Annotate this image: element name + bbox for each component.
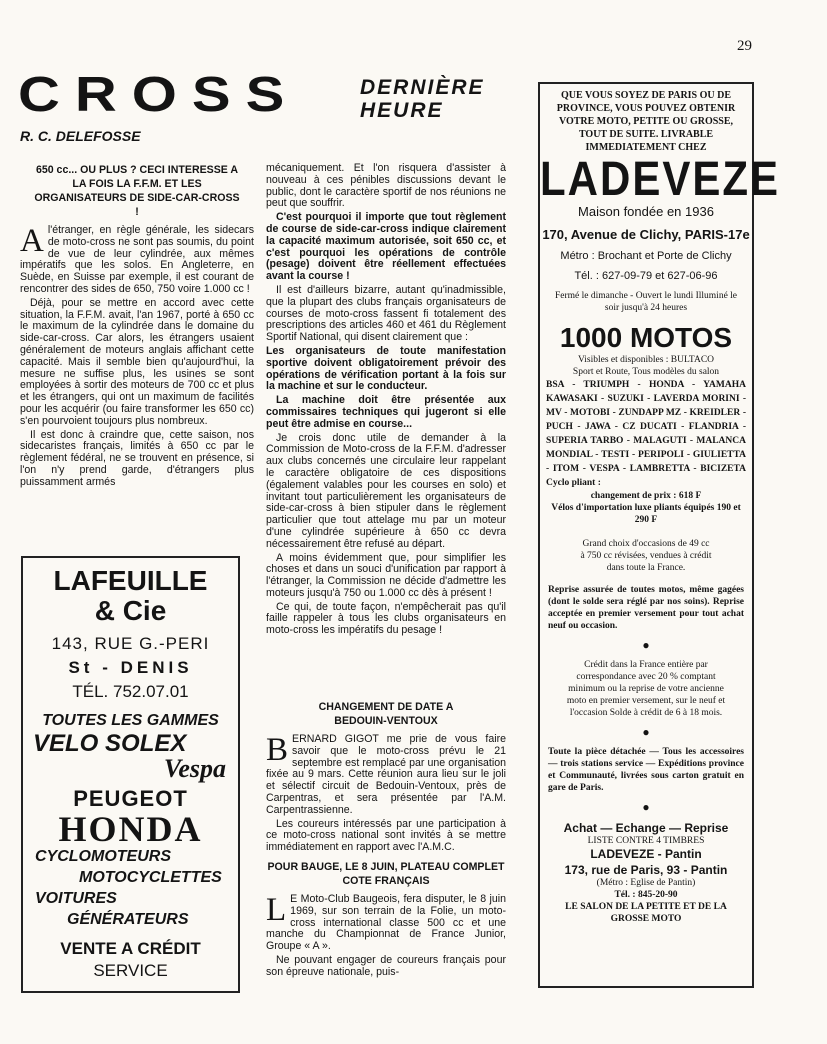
ad-velos: Vélos d'importation luxe pliants équipés 190 et 290 F — [551, 503, 741, 525]
vespa-logo: Vespa — [163, 754, 226, 783]
ad-pantin: LADEVEZE - Pantin — [590, 847, 702, 861]
ad-address: 143, RUE G.-PERI — [51, 634, 210, 653]
ad-occasions: Grand choix d'occasions de 49 cc à 750 cc révisées, vendues à crédit dans toute la France. — [580, 539, 712, 573]
ad-founded: Maison fondée en 1936 — [578, 204, 714, 219]
paragraph: A moins évidemment que, pour simplifier les choses et dans un souci d'unification par rapport à l'étranger, la Commission ne décide d'admettre les moteurs jusqu'à 750 ou 1.000 cc dès à présent ! — [266, 551, 506, 599]
intro-heading: 650 cc... OU PLUS ? CECI INTERESSE A LA FOIS LA F.F.M. ET LES ORGANISATEURS DE SIDE-CAR-CROSS ! — [34, 164, 240, 218]
advertisement-lafeuille — [21, 556, 240, 993]
section-heading: CHANGEMENT DE DATE A BEDOUIN-VENTOUX — [318, 701, 454, 727]
ad-liste: LISTE CONTRE 4 TIMBRES — [587, 836, 705, 846]
article-subtitle — [360, 76, 485, 122]
ad-1000-motos: 1000 MOTOS — [559, 322, 733, 353]
ad-achat: Achat — Echange — Reprise — [563, 821, 729, 835]
subtitle-line-2: HEURE — [360, 99, 444, 122]
article-title: CROSS — [18, 66, 300, 122]
paragraph: La machine doit être présentée aux commissaires techniques qui jugeront si elle peut être admise en course... — [266, 394, 506, 430]
ad-name: LAFEUILLE — [53, 565, 208, 596]
ad-address: 170, Avenue de Clichy, PARIS-17e — [542, 227, 750, 242]
velosolex-logo: VELO SOLEX — [33, 730, 187, 757]
paragraph: Al'étranger, en règle générale, les sidecars de moto-cross ne sont pas soumis, du point de vue de leur cylindrée, aux mêmes impératifs que les solos. En Angleterre, en Suède, en Suisse par exemple, il est courant de rencontrer des sides de 650, 750 voire 1.000 cc ! — [20, 223, 254, 295]
ad-service: SERVICE — [93, 961, 168, 980]
page-number: 29 — [737, 38, 752, 54]
bullet-icon: ● — [642, 638, 650, 652]
bullet-icon: ● — [642, 800, 650, 814]
drop-cap: B — [266, 732, 289, 768]
ad-city: St - DENIS — [68, 658, 193, 677]
ad-line: CYCLOMOTEURS — [35, 848, 171, 865]
ad-rue: 173, rue de Paris, 93 - Pantin — [564, 863, 728, 877]
paragraph: Les organisateurs de toute manifestation sportive doivent obligatoirement prévoir des opérations de vérification portant à la fois sur la machine et sur le conducteur. — [266, 344, 506, 393]
paragraph: Il est donc à craindre que, cette saison, nos sidecaristes français, limités à 650 cc par le règlement fédéral, ne se trouvent en présence, si l'on n'y prend garde, d'étrangers plus puissamment armés — [20, 428, 254, 488]
peugeot-logo: PEUGEOT — [73, 786, 188, 811]
ad-credit: Crédit dans la France entière par correspondance avec 20 % comptant minimum ou la reprise de votre ancienne moto en premier versement, sur le neuf et l'occasion Solde à crédit de 6 à 18 mois. — [566, 660, 726, 718]
ad-metro-2: (Métro : Eglise de Pantin) — [596, 878, 696, 888]
paragraph: Déjà, pour se mettre en accord avec cette situation, la F.F.M. avait, l'an 1967, porté à 650 cc le maximum de la cylindrée dans le domaine du side-car-cross. Car alors, les étrangers usaient généralement de moteurs anglais affichant cette capacité. Mais il semble bien qu'aujourd'hui, la mesure ne suffise plus, les usines se sont employées à sortir des moteurs de 700 cc et plus et les étrangers, qui ont un maximum de facilités pour les acquérir (ou faire transformer les 650 cc) s'en pourvoient toujours plus nombreux. — [20, 296, 254, 427]
ad-gammes: TOUTES LES GAMMES — [42, 712, 219, 729]
ad-change-price: changement de prix : 618 F — [590, 491, 702, 501]
ad-phone: Tél. : 627-09-79 et 627-06-96 — [574, 270, 718, 282]
author-byline: R. C. DELEFOSSE — [20, 128, 141, 144]
ad-line: GÉNÉRATEURS — [67, 911, 189, 928]
bullet-icon: ● — [642, 725, 650, 739]
column-1 — [20, 163, 254, 491]
ad-pieces: Toute la pièce détachée — Tous les accessoires — trois stations service — Expéditions province et Communauté, livrées sous carton gratuit en gare de Paris. — [548, 747, 744, 793]
column-2 — [266, 163, 506, 639]
section-heading: POUR BAUGE, LE 8 JUIN, PLATEAU COMPLET COTE FRANÇAIS — [267, 860, 505, 887]
advertisement-ladeveze — [538, 82, 781, 988]
paragraph: mécaniquement. Et l'on risquera d'assister à nouveau à ces pénibles discussions devant le public, dont le caractère sportif de nos réunions ne peut que souffrir. — [266, 162, 506, 210]
ad-metro: Métro : Brochant et Porte de Clichy — [560, 250, 732, 262]
ladeveze-logo: LADEVEZE — [540, 151, 781, 206]
paragraph: Ce qui, de toute façon, n'empêcherait pas qu'il faille rappeler à tous les clubs organisateurs en moto-cross les impératifs du pesage ! — [266, 600, 506, 637]
paragraph: BERNARD GIGOT me prie de vous faire savoir que le moto-cross prévu le 21 septembre est remplacé par une organisation fixée au 9 mars. Cette réunion aura lieu sur le joli et sélectif circuit de Bedouin-Ventoux, près de Carpentras, et sera présentée par l'A.M. Carpentrassienne. — [266, 732, 506, 816]
paragraph: Je crois donc utile de demander à la Commission de Moto-cross de la F.F.M. d'adresser aux clubs concernés une circulaire leur rappelant le caractère obligatoire de ces dispositions (également valables pour les courses en solo) et invitant tout particulièrement les organisateurs de side-car-cross à bien stipuler dans le règlement particulier que tout attelage mu par un moteur d'une cylindrée supérieure à 650 cc devra nécessairement être refusé au départ. — [266, 431, 506, 550]
paragraph: L E Moto-Club Baugeois, fera disputer, le 8 juin 1969, sur son terrain de la Folie, un moto-cross international classe 500 cc et une manche du Championnat de France Junior, Groupe « A ». — [266, 891, 506, 953]
ad-line: VOITURES — [35, 890, 117, 907]
ad-intro: QUE VOUS SOYEZ DE PARIS OU DE PROVINCE, VOUS POUVEZ OBTENIR VOTRE MOTO, PETITE OU GROSSE, TOUT DE SUITE. LIVRABLE IMMEDIATEMENT CHEZ — [556, 90, 736, 153]
honda-logo: HONDA — [58, 809, 203, 849]
ad-name-2: & Cie — [94, 595, 167, 626]
subtitle-line-1: DERNIÈRE — [360, 76, 485, 99]
ad-brands: BSA - TRIUMPH - HONDA - YAMAHA KAWASAKI - SUZUKI - LAVERDA MORINI - MV - MOTOBI - ZUNDAPP MZ - KREIDLER - PUCH - JAWA - CZ DUCATI - FLANDRIA - SUPERIA TARBO - MALAGUTI - MALANCA MONDIAL - TESTI - PERIPOLI - GIULIETTA - ITOM - VESPA - LAMBRETTA - BICIZETA Cyclo pliant : — [546, 380, 746, 488]
ad-credit: VENTE A CRÉDIT — [60, 939, 201, 958]
ad-visibles: Visibles et disponibles : BULTACO Sport et Route, Tous modèles du salon — [572, 355, 720, 377]
paragraph: C'est pourquoi il importe que tout règlement de course de side-car-cross indique clairement la capacité maximum autorisée, soit 650 cc, et c'est pourquoi les opérations de contrôle (pesage) doivent être réellement effectuées avant la course ! — [266, 211, 506, 283]
paragraph: Ne pouvant engager de coureurs français pour son épreuve nationale, puis- — [266, 953, 506, 978]
drop-cap: A — [20, 223, 44, 259]
ad-salon: LE SALON DE LA PETITE ET DE LA GROSSE MOTO — [565, 902, 727, 924]
paragraph: Il est d'ailleurs bizarre, autant qu'inadmissible, que la plupart des clubs français organisateurs de courses de moto-cross fassent fi totalement des prescriptions des articles 460 et 461 du Règlement Sportif National, qui disent clairement que : — [266, 283, 506, 344]
ad-line: MOTOCYCLETTES — [79, 869, 222, 886]
drop-cap: L — [266, 891, 287, 928]
ad-hours: Fermé le dimanche - Ouvert le lundi Illuminé le soir jusqu'à 24 heures — [554, 291, 738, 313]
paragraph: Les coureurs intéressés par une participation à ce moto-cross national sont invités à se mettre immédiatement en rapport avec l'A.M.C. — [266, 817, 506, 854]
ad-phone: TÉL. 752.07.01 — [72, 682, 189, 701]
ad-reprise: Reprise assurée de toutes motos, même gagées (dont le solde sera réglé par nos soins). Reprise acceptée en premier versement pour tout achat neuf ou occasion. — [548, 585, 744, 631]
ad-phone-2: Tél. : 845-20-90 — [614, 890, 678, 900]
column-2-lower — [266, 700, 506, 981]
